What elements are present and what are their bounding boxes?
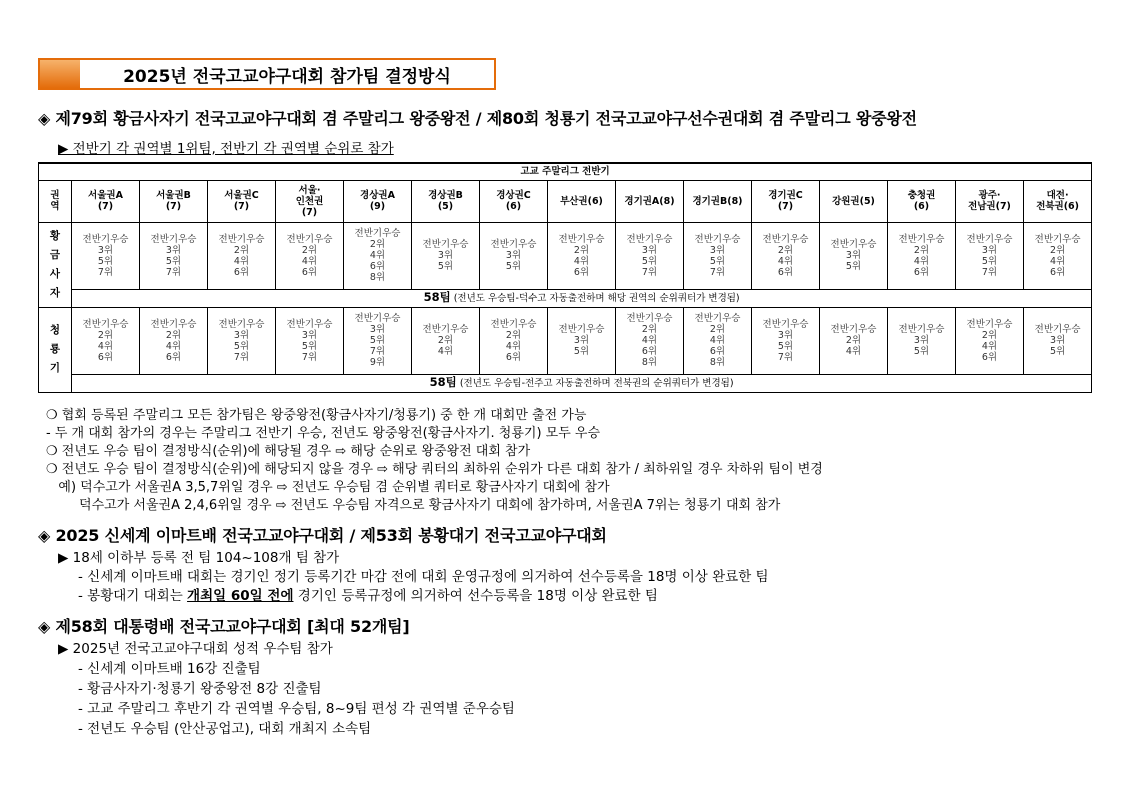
quota-line: 3위 [301, 329, 318, 341]
section3-line: - 전년도 우승팀 (안산공업고), 대회 개최지 소속팀 [78, 721, 372, 737]
region-name-line: 서울권C [224, 190, 259, 201]
quota-line: 3위 [505, 250, 522, 261]
section2-subheading: ▶ 18세 이하부 등록 전 팀 104~108개 팀 참가 [58, 550, 340, 566]
quota-line: 7위 [777, 351, 794, 363]
region-name-line: 서울권A [88, 190, 123, 201]
table-header-row [39, 163, 1092, 180]
section2-line2-emphasis: 개최일 60일 전에 [187, 588, 294, 604]
quota-line: 5위 [573, 346, 590, 357]
region-cell [820, 180, 888, 222]
quota-line: 4위 [301, 255, 318, 267]
blue-dragon-quota-cell [480, 307, 548, 374]
blue-dragon-summary-count: 58팀 [429, 375, 457, 389]
cell-line: 청 [49, 324, 61, 336]
title-accent-block [40, 60, 80, 88]
quota-line: 8위 [709, 357, 726, 368]
note-1: ❍ 협회 등록된 주말리그 모든 참가팀은 왕중왕전(황금사자기/청룡기) 중 한 개 대회만 출전 가능 [46, 408, 587, 423]
quota-line: 6위 [233, 266, 250, 278]
region-name-line: 경기권C [768, 190, 803, 201]
section2-heading: ◈ 2025 신세계 이마트배 전국고교야구대회 / 제53회 봉황대기 전국고교야구대회 [38, 526, 607, 545]
quota-line: 2위 [641, 324, 658, 335]
cell-line: 자 [49, 286, 61, 299]
note-example-2: 덕수고가 서울권A 2,4,6위일 경우 ⇨ 전년도 우승팀 자격으로 황금사자기 대회에 참가하며, 서울권A 7위는 청룡기 대회 참가 [46, 498, 781, 513]
quota-line: 7위 [369, 346, 386, 357]
golden-lion-quota-cell [480, 222, 548, 289]
golden-lion-quota-cell [412, 222, 480, 289]
golden-lion-quota-cell [1024, 222, 1092, 289]
golden-lion-quota-cell [344, 222, 412, 289]
note-example-1: 예) 덕수고가 서울권A 3,5,7위일 경우 ⇨ 전년도 우승팀 겸 순위별 쿼터로 황금사자기 대회에 참가 [46, 480, 610, 495]
blue-dragon-quota-cell [344, 307, 412, 374]
quota-line: 5위 [913, 346, 930, 357]
blue-dragon-quota-cell [412, 307, 480, 374]
quota-line: 5위 [437, 261, 454, 272]
quota-line: 6위 [777, 266, 794, 278]
quota-line: 전반기우승 [490, 239, 537, 250]
quota-line: 3위 [981, 244, 998, 256]
region-name-line: 경상권A [360, 190, 395, 201]
cell-line: 황 [49, 229, 61, 242]
quota-line: 6위 [369, 261, 386, 272]
region-name [208, 190, 275, 201]
golden-lion-quota-cell [888, 222, 956, 289]
quota-line: 전반기우승 [966, 233, 1013, 245]
quota-line: 7위 [97, 266, 114, 278]
region-cell [684, 180, 752, 222]
section2-line1: - 신세계 이마트배 대회는 경기인 정기 등록기간 마감 전에 대회 운영규정에 의거하여 선수등록을 18명 이상 완료한 팀 [78, 569, 769, 585]
region-cell [208, 180, 276, 222]
quota-line: 전반기우승 [150, 233, 197, 245]
quota-line: 2위 [165, 329, 182, 341]
region-team-count: (7) [233, 201, 250, 212]
golden-lion-summary-count: 58팀 [423, 290, 451, 304]
blue-dragon-side-label [39, 307, 72, 392]
quota-line: 5위 [845, 261, 862, 272]
title-box [38, 58, 496, 90]
quota-line: 2위 [97, 329, 114, 341]
quota-line: 3위 [913, 335, 930, 346]
note-4: ❍ 전년도 우승 팀이 결정방식(순위)에 해당되지 않을 경우 ⇨ 해당 쿼터의 최하위 순위가 다른 대회 참가 / 최하위일 경우 차하위 팀이 변경 [46, 462, 823, 477]
quota-line: 전반기우승 [830, 324, 877, 335]
quota-line: 4위 [981, 340, 998, 352]
quota-line: 4위 [777, 255, 794, 267]
quota-line: 전반기우승 [286, 233, 333, 245]
quota-line: 2위 [369, 239, 386, 250]
region-name-line: 서울권B [156, 190, 191, 201]
page-title: 2025년 전국고교야구대회 참가팀 결정방식 [123, 66, 451, 87]
region-name-line: 충청권 [907, 190, 936, 201]
quota-line: 4위 [913, 255, 930, 267]
quota-line: 3위 [233, 329, 250, 341]
region-cell [480, 180, 548, 222]
blue-dragon-quota-cell [820, 307, 888, 374]
quota-line: 8위 [369, 272, 386, 283]
quota-line: 3위 [573, 335, 590, 346]
note-3: ❍ 전년도 우승 팀이 결정방식(순위)에 해당될 경우 ⇨ 해당 순위로 왕중왕전 대회 참가 [46, 444, 531, 459]
region-name [956, 190, 1023, 212]
cell-line: 권 [50, 190, 60, 201]
quota-line: 7위 [709, 266, 726, 278]
region-cell [1024, 180, 1092, 222]
region-name-line: 부산권(6) [560, 195, 603, 207]
blue-dragon-summary [72, 374, 1092, 392]
section2-line2 [78, 584, 658, 604]
region-name-line: 인천권 [295, 195, 324, 207]
quota-line: 2위 [913, 244, 930, 256]
region-team-count: (6) [505, 201, 522, 212]
cell-line: 역 [50, 201, 60, 212]
quota-table [38, 162, 1092, 393]
section3-line: - 고교 주말리그 후반기 각 권역별 우승팀, 8~9팀 편성 각 권역별 준우승팀 [78, 701, 515, 717]
quota-line: 6위 [709, 346, 726, 357]
quota-line: 3위 [709, 244, 726, 256]
quota-line: 전반기우승 [1034, 233, 1081, 245]
blue-dragon-quota-cell [752, 307, 820, 374]
region-name [888, 190, 955, 201]
quota-line: 2위 [845, 335, 862, 346]
quota-line: 전반기우승 [898, 324, 945, 335]
quota-line: 5위 [777, 340, 794, 352]
blue-dragon-quota-cell [548, 307, 616, 374]
blue-dragon-summary-note: (전년도 우승팀-전주고 자동출전하며 전북권의 순위쿼터가 변경됨) [456, 378, 734, 389]
quota-line: 전반기우승 [354, 313, 401, 324]
quota-line: 5위 [301, 340, 318, 352]
blue-dragon-quota-cell [140, 307, 208, 374]
region-name-line: 광주· [978, 190, 1001, 201]
quota-line: 6위 [165, 351, 182, 363]
golden-lion-rank-row [39, 222, 1092, 289]
quota-line: 전반기우승 [82, 318, 129, 330]
quota-line: 4위 [437, 346, 454, 357]
quota-line: 전반기우승 [558, 233, 605, 245]
quota-line: 4위 [369, 250, 386, 261]
region-name [684, 196, 751, 207]
section2-line2-post: 경기인 등록규정에 의거하여 선수등록을 18명 이상 완료한 팀 [293, 588, 658, 604]
golden-lion-summary-note: (전년도 우승팀-덕수고 자동출전하며 해당 권역의 순위쿼터가 변경됨) [450, 293, 740, 304]
cell-line: 룡 [49, 343, 61, 355]
golden-lion-quota-cell [140, 222, 208, 289]
golden-lion-summary-row [39, 289, 1092, 307]
cell-line: 금 [49, 248, 61, 261]
blue-dragon-quota-cell [208, 307, 276, 374]
section3-subheading: ▶ 2025년 전국고교야구대회 성적 우수팀 참가 [58, 641, 333, 657]
quota-line: 전반기우승 [1034, 324, 1081, 335]
quota-line: 4위 [845, 346, 862, 357]
region-name [1024, 190, 1091, 212]
quota-line: 전반기우승 [218, 318, 265, 330]
quota-line: 6위 [981, 351, 998, 363]
quota-line: 2위 [709, 324, 726, 335]
quota-line: 3위 [845, 250, 862, 261]
table-header: 고교 주말리그 전반기 [39, 163, 1092, 180]
quota-line: 6위 [505, 351, 522, 363]
region-name-line: 경상권C [496, 190, 531, 201]
region-name-line: 서울· [298, 184, 321, 196]
quota-line: 4위 [233, 255, 250, 267]
region-name [412, 190, 479, 201]
section2-line2-pre: - 봉황대기 대회는 [78, 588, 188, 604]
blue-dragon-quota-cell [888, 307, 956, 374]
quota-line: 5위 [505, 261, 522, 272]
region-name-line: 경기권B(8) [692, 195, 743, 207]
quota-line: 전반기우승 [422, 324, 469, 335]
region-side-label [39, 180, 72, 222]
quota-line: 7위 [981, 266, 998, 278]
quota-line: 6위 [1049, 266, 1066, 278]
region-name [616, 196, 683, 207]
quota-line: 5위 [369, 335, 386, 346]
region-name-line: 전남권(7) [968, 201, 1011, 212]
quota-line: 전반기우승 [218, 233, 265, 245]
quota-line: 전반기우승 [490, 318, 537, 330]
quota-line: 3위 [165, 244, 182, 256]
blue-dragon-rank-row [39, 307, 1092, 374]
quota-line: 4위 [1049, 255, 1066, 267]
quota-line: 3위 [777, 329, 794, 341]
region-name [820, 196, 887, 207]
quota-line: 5위 [233, 340, 250, 352]
quota-line: 2위 [1049, 244, 1066, 256]
quota-line: 5위 [1049, 346, 1066, 357]
quota-line: 전반기우승 [422, 239, 469, 250]
region-name [276, 185, 343, 207]
quota-line: 2위 [437, 335, 454, 346]
quota-line: 5위 [165, 255, 182, 267]
quota-line: 4위 [641, 335, 658, 346]
region-team-count: (7) [165, 201, 182, 212]
region-cell [752, 180, 820, 222]
quota-line: 3위 [369, 324, 386, 335]
quota-line: 7위 [301, 351, 318, 363]
golden-lion-quota-cell [956, 222, 1024, 289]
blue-dragon-quota-cell [72, 307, 140, 374]
blue-dragon-quota-cell [276, 307, 344, 374]
quota-line: 전반기우승 [626, 313, 673, 324]
golden-lion-summary [72, 289, 1092, 307]
quota-line: 5위 [981, 255, 998, 267]
quota-line: 5위 [97, 255, 114, 267]
section3-heading: ◈ 제58회 대통령배 전국고교야구대회 [최대 52개팀] [38, 617, 410, 636]
quota-line: 전반기우승 [762, 318, 809, 330]
quota-line: 2위 [505, 329, 522, 341]
quota-line: 2위 [233, 244, 250, 256]
golden-lion-quota-cell [820, 222, 888, 289]
region-name [344, 190, 411, 201]
quota-line: 3위 [437, 250, 454, 261]
region-cell [888, 180, 956, 222]
quota-line: 6위 [301, 266, 318, 278]
quota-line: 6위 [573, 266, 590, 278]
quota-line: 전반기우승 [286, 318, 333, 330]
section3-line: - 신세계 이마트배 16강 진출팀 [78, 661, 261, 677]
blue-dragon-quota-cell [956, 307, 1024, 374]
region-name [752, 190, 819, 201]
quota-line: 4위 [573, 255, 590, 267]
quota-line: 3위 [641, 244, 658, 256]
region-name-line: 경기권A(8) [624, 195, 675, 207]
quota-line: 4위 [97, 340, 114, 352]
region-name-line: 전북권(6) [1036, 201, 1080, 212]
region-cell [140, 180, 208, 222]
region-team-count: (7) [777, 201, 794, 212]
cell-line: 기 [49, 362, 61, 374]
quota-line: 2위 [777, 244, 794, 256]
blue-dragon-summary-row [39, 374, 1092, 392]
region-row [39, 180, 1092, 222]
quota-line: 2위 [301, 244, 318, 256]
region-team-count: (6) [913, 201, 930, 212]
region-name [140, 190, 207, 201]
region-cell [344, 180, 412, 222]
blue-dragon-quota-cell [1024, 307, 1092, 374]
golden-lion-quota-cell [616, 222, 684, 289]
quota-line: 3위 [1049, 335, 1066, 346]
region-cell [616, 180, 684, 222]
quota-line: 전반기우승 [626, 233, 673, 245]
quota-line: 4위 [709, 335, 726, 346]
quota-line: 전반기우승 [762, 233, 809, 245]
quota-line: 6위 [913, 266, 930, 278]
golden-lion-quota-cell [208, 222, 276, 289]
quota-line: 3위 [97, 244, 114, 256]
quota-line: 전반기우승 [82, 233, 129, 245]
region-name-line: 대전· [1046, 190, 1069, 201]
quota-line: 전반기우승 [354, 228, 401, 239]
quota-line: 5위 [709, 255, 726, 267]
region-team-count: (7) [301, 206, 318, 218]
quota-line: 7위 [233, 351, 250, 363]
quota-line: 전반기우승 [694, 233, 741, 245]
region-team-count: (9) [369, 201, 386, 212]
region-cell [276, 180, 344, 222]
region-name [480, 190, 547, 201]
quota-line: 8위 [641, 357, 658, 368]
quota-line: 6위 [97, 351, 114, 363]
golden-lion-quota-cell [72, 222, 140, 289]
region-team-count: (7) [97, 201, 114, 212]
golden-lion-quota-cell [276, 222, 344, 289]
section3-line: - 황금사자기·청룡기 왕중왕전 8강 진출팀 [78, 681, 322, 697]
golden-lion-quota-cell [684, 222, 752, 289]
quota-line: 6위 [641, 346, 658, 357]
quota-line: 전반기우승 [830, 239, 877, 250]
note-2: - 두 개 대회 참가의 경우는 주말리그 전반기 우승, 전년도 왕중왕전(황금사자기. 청룡기) 모두 우승 [46, 426, 601, 441]
quota-line: 전반기우승 [898, 233, 945, 245]
quota-line: 전반기우승 [966, 318, 1013, 330]
quota-line: 9위 [369, 357, 386, 368]
quota-line: 2위 [573, 244, 590, 256]
region-name-line: 경상권B [428, 190, 463, 201]
quota-line: 4위 [165, 340, 182, 352]
section1-heading: ◈ 제79회 황금사자기 전국고교야구대회 겸 주말리그 왕중왕전 / 제80회 청룡기 전국고교야구선수권대회 겸 주말리그 왕중왕전 [38, 109, 917, 128]
golden-lion-side-label [39, 222, 72, 307]
region-name [548, 196, 615, 207]
quota-line: 전반기우승 [558, 324, 605, 335]
region-team-count: (5) [437, 201, 454, 212]
golden-lion-quota-cell [752, 222, 820, 289]
blue-dragon-quota-cell [684, 307, 752, 374]
quota-line: 전반기우승 [150, 318, 197, 330]
section1-subheading: ▶ 전반기 각 권역별 1위팀, 전반기 각 권역별 순위로 참가 [58, 141, 394, 157]
golden-lion-quota-cell [548, 222, 616, 289]
quota-line: 2위 [981, 329, 998, 341]
region-cell [72, 180, 140, 222]
quota-line: 7위 [165, 266, 182, 278]
region-name-line: 강원권(5) [832, 195, 875, 207]
region-cell [548, 180, 616, 222]
quota-line: 4위 [505, 340, 522, 352]
region-cell [412, 180, 480, 222]
cell-line: 사 [49, 267, 61, 280]
quota-line: 전반기우승 [694, 313, 741, 324]
quota-line: 7위 [641, 266, 658, 278]
blue-dragon-quota-cell [616, 307, 684, 374]
quota-line: 5위 [641, 255, 658, 267]
region-name [72, 190, 139, 201]
region-cell [956, 180, 1024, 222]
